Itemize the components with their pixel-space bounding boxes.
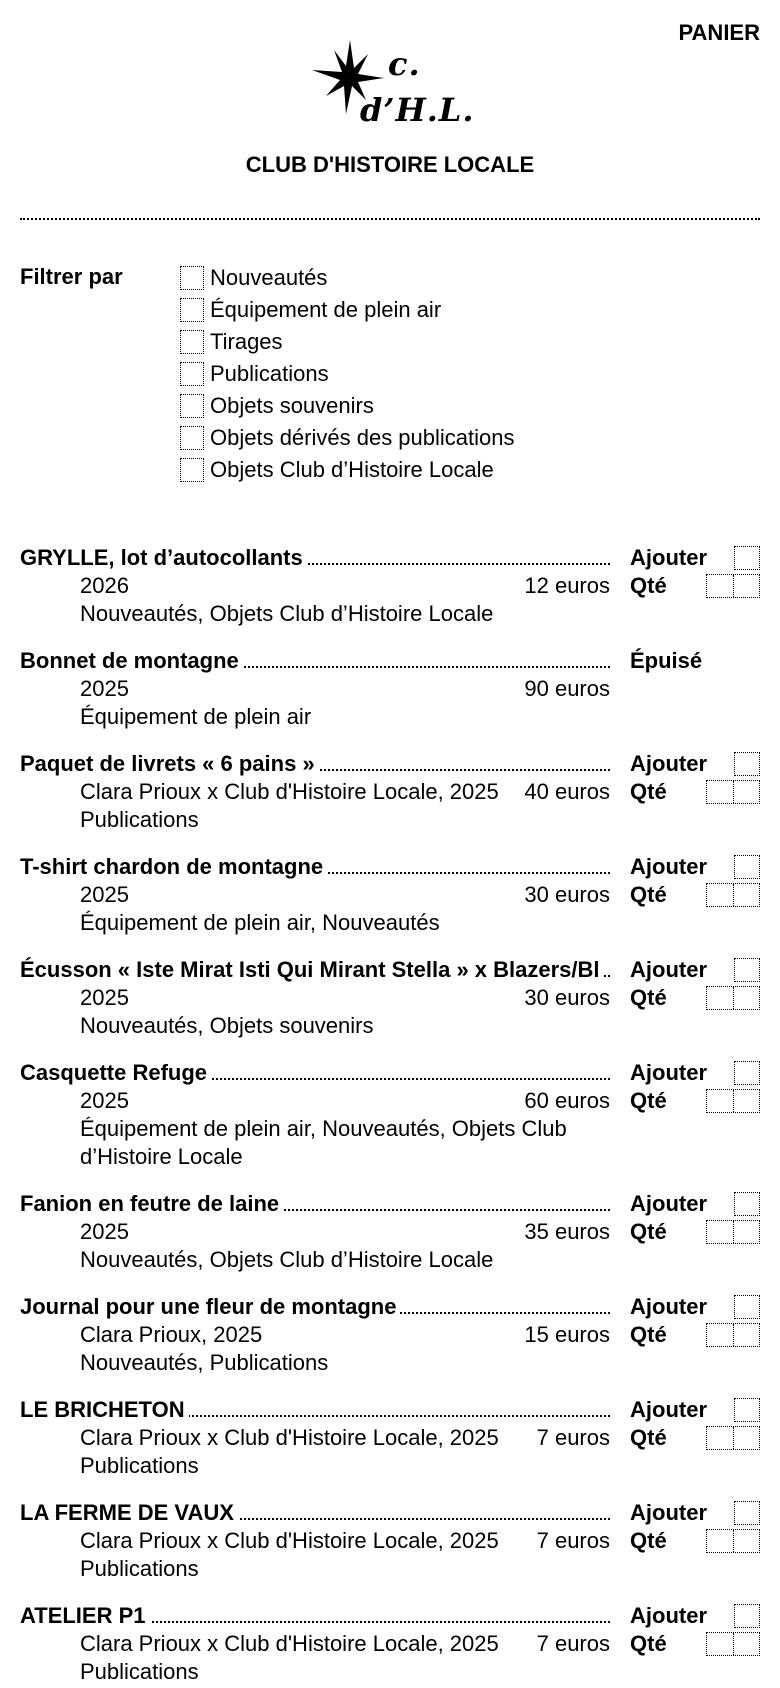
product-item — [0, 1499, 780, 1583]
product-categories: Publications — [80, 1659, 199, 1684]
product-price: 7 euros — [536, 1631, 610, 1656]
product-categories: Publications — [80, 807, 199, 832]
logo-text-line1: c. — [388, 45, 421, 83]
add-label: Ajouter — [630, 1397, 707, 1422]
add-to-cart-checkbox[interactable] — [734, 1192, 760, 1216]
product-title-row — [20, 1499, 610, 1527]
quantity-row — [630, 984, 760, 1012]
product-actions — [630, 544, 760, 600]
add-to-cart-checkbox[interactable] — [734, 1398, 760, 1422]
product-title-row — [20, 647, 610, 675]
product-price: 30 euros — [524, 882, 610, 907]
product-meta-row — [20, 1218, 610, 1246]
product-meta-row — [20, 1321, 610, 1349]
filter-checkbox[interactable] — [180, 298, 204, 322]
product-title[interactable]: LE BRICHETON — [20, 1397, 189, 1422]
filter-option-label: Objets Club d’Histoire Locale — [210, 457, 494, 482]
add-to-cart-checkbox[interactable] — [734, 546, 760, 570]
product-title[interactable]: Paquet de livrets « 6 pains » — [20, 751, 319, 776]
quantity-label: Qté — [630, 985, 667, 1010]
add-to-cart-checkbox[interactable] — [734, 855, 760, 879]
quantity-row — [630, 1527, 760, 1555]
product-price: 12 euros — [524, 573, 610, 598]
filter-list — [180, 262, 515, 486]
add-to-cart-row — [630, 1293, 760, 1321]
product-actions — [630, 853, 760, 909]
product-meta: 2025 — [80, 1088, 129, 1113]
product-title-row — [20, 1190, 610, 1218]
filter-option[interactable] — [180, 326, 515, 358]
product-title[interactable]: GRYLLE, lot d’autocollants — [20, 545, 307, 570]
product-title-row — [20, 1293, 610, 1321]
product-categories: Équipement de plein air, Nouveautés, Objets Club d’Histoire Locale — [80, 1116, 567, 1169]
filter-option[interactable] — [180, 358, 515, 390]
product-title[interactable]: ATELIER P1 — [20, 1603, 150, 1628]
add-to-cart-row — [630, 853, 760, 881]
quantity-row — [630, 1218, 760, 1246]
filter-label: Filtrer par — [20, 264, 123, 289]
quantity-input[interactable] — [706, 780, 760, 804]
quantity-label: Qté — [630, 1322, 667, 1347]
quantity-input[interactable] — [706, 1632, 760, 1656]
product-item — [0, 1396, 780, 1480]
product-item — [0, 647, 780, 731]
product-meta-row — [20, 778, 610, 806]
quantity-row — [630, 1424, 760, 1452]
filter-checkbox[interactable] — [180, 426, 204, 450]
product-price: 15 euros — [524, 1322, 610, 1347]
product-item — [0, 956, 780, 1040]
quantity-input[interactable] — [706, 986, 760, 1010]
filter-checkbox[interactable] — [180, 266, 204, 290]
product-title-row — [20, 1396, 610, 1424]
product-item — [0, 544, 780, 628]
add-to-cart-row — [630, 544, 760, 572]
quantity-row — [630, 778, 760, 806]
product-title[interactable]: Casquette Refuge — [20, 1060, 211, 1085]
product-actions — [630, 1499, 760, 1555]
quantity-input[interactable] — [706, 1089, 760, 1113]
quantity-row — [630, 1630, 760, 1658]
product-meta: 2025 — [80, 1219, 129, 1244]
filter-option[interactable] — [180, 294, 515, 326]
add-to-cart-checkbox[interactable] — [734, 1501, 760, 1525]
product-categories: Équipement de plein air — [80, 704, 312, 729]
product-meta-row — [20, 1527, 610, 1555]
product-title-row — [20, 956, 610, 984]
product-categories: Publications — [80, 1453, 199, 1478]
add-to-cart-row — [630, 956, 760, 984]
product-actions — [630, 1602, 760, 1658]
quantity-row — [630, 1087, 760, 1115]
product-meta: Clara Prioux x Club d'Histoire Locale, 2025 — [80, 1528, 499, 1553]
add-to-cart-checkbox[interactable] — [734, 1604, 760, 1628]
quantity-input[interactable] — [706, 1220, 760, 1244]
product-actions — [630, 750, 760, 806]
product-actions — [630, 1059, 760, 1115]
product-categories: Équipement de plein air, Nouveautés — [80, 910, 440, 935]
filter-option-label: Objets souvenirs — [210, 393, 374, 418]
product-actions — [630, 1190, 760, 1246]
filter-option[interactable] — [180, 390, 515, 422]
quantity-input[interactable] — [706, 574, 760, 598]
quantity-row — [630, 1321, 760, 1349]
product-item — [0, 1293, 780, 1377]
add-to-cart-row — [630, 750, 760, 778]
product-actions — [630, 647, 760, 675]
add-to-cart-row — [630, 1396, 760, 1424]
quantity-label: Qté — [630, 1528, 667, 1553]
add-to-cart-row — [630, 1190, 760, 1218]
add-label: Ajouter — [630, 854, 707, 879]
add-to-cart-checkbox[interactable] — [734, 1295, 760, 1319]
product-item — [0, 750, 780, 834]
product-title-row — [20, 750, 610, 778]
product-meta-row — [20, 1630, 610, 1658]
product-categories: Nouveautés, Objets souvenirs — [80, 1013, 374, 1038]
product-meta-row — [20, 1087, 610, 1115]
filter-option[interactable] — [180, 454, 515, 486]
filter-checkbox[interactable] — [180, 394, 204, 418]
filter-checkbox[interactable] — [180, 458, 204, 482]
header-divider — [20, 218, 760, 220]
quantity-label: Qté — [630, 779, 667, 804]
filter-option[interactable] — [180, 262, 515, 294]
product-categories: Nouveautés, Objets Club d’Histoire Locale — [80, 1247, 494, 1272]
product-price: 60 euros — [524, 1088, 610, 1113]
product-meta-row — [20, 984, 610, 1012]
filter-checkbox[interactable] — [180, 330, 204, 354]
add-to-cart-row — [630, 1499, 760, 1527]
product-meta: Clara Prioux x Club d'Histoire Locale, 2025 — [80, 1631, 499, 1656]
quantity-label: Qté — [630, 1425, 667, 1450]
product-price: 40 euros — [524, 779, 610, 804]
site-title: CLUB D'HISTOIRE LOCALE — [245, 152, 535, 177]
add-label: Ajouter — [630, 1603, 707, 1628]
product-title[interactable]: LA FERME DE VAUX — [20, 1500, 238, 1525]
filter-option-label: Tirages — [210, 329, 283, 354]
product-meta: 2025 — [80, 676, 129, 701]
quantity-label: Qté — [630, 1219, 667, 1244]
product-item — [0, 1059, 780, 1171]
filter-option-label: Équipement de plein air — [210, 297, 442, 322]
quantity-input[interactable] — [706, 1529, 760, 1553]
product-title-row — [20, 853, 610, 881]
quantity-input[interactable] — [706, 883, 760, 907]
filter-option[interactable] — [180, 422, 515, 454]
add-to-cart-checkbox[interactable] — [734, 752, 760, 776]
filter-option-label: Objets dérivés des publications — [210, 425, 515, 450]
filter-option-label: Publications — [210, 361, 329, 386]
product-meta: 2025 — [80, 985, 129, 1010]
product-actions — [630, 1396, 760, 1452]
product-item — [0, 1190, 780, 1274]
product-actions — [630, 956, 760, 1012]
product-title[interactable]: Bonnet de montagne — [20, 648, 243, 673]
quantity-label: Qté — [630, 573, 667, 598]
product-title-row — [20, 1059, 610, 1087]
product-categories: Nouveautés, Publications — [80, 1350, 329, 1375]
product-meta: Clara Prioux x Club d'Histoire Locale, 2025 — [80, 779, 499, 804]
product-meta-row — [20, 881, 610, 909]
quantity-label: Qté — [630, 1631, 667, 1656]
product-price: 90 euros — [524, 676, 610, 701]
filter-option-label: Nouveautés — [210, 265, 328, 290]
product-meta-row — [20, 675, 610, 703]
add-label: Ajouter — [630, 1060, 707, 1085]
product-title[interactable]: Journal pour une fleur de montagne — [20, 1294, 400, 1319]
product-title[interactable]: Fanion en feutre de laine — [20, 1191, 283, 1216]
quantity-label: Qté — [630, 882, 667, 907]
quantity-input[interactable] — [706, 1426, 760, 1450]
filter-checkbox[interactable] — [180, 362, 204, 386]
product-categories: Publications — [80, 1556, 199, 1581]
product-price: 35 euros — [524, 1219, 610, 1244]
product-meta: Clara Prioux, 2025 — [80, 1322, 263, 1347]
product-meta-row — [20, 572, 610, 600]
product-actions — [630, 1293, 760, 1349]
product-categories: Nouveautés, Objets Club d’Histoire Locale — [80, 601, 494, 626]
add-label: Ajouter — [630, 751, 707, 776]
product-price: 7 euros — [536, 1425, 610, 1450]
product-price: 30 euros — [524, 985, 610, 1010]
quantity-label: Qté — [630, 1088, 667, 1113]
product-meta-row — [20, 1424, 610, 1452]
product-title[interactable]: T-shirt chardon de montagne — [20, 854, 327, 879]
cart-link[interactable]: PANIER — [678, 20, 760, 45]
product-price: 7 euros — [536, 1528, 610, 1553]
quantity-row — [630, 881, 760, 909]
quantity-row — [630, 572, 760, 600]
product-item — [0, 1602, 780, 1686]
product-title-row — [20, 544, 610, 572]
add-label: Ajouter — [630, 1191, 707, 1216]
product-list — [0, 544, 780, 1688]
add-label: Ajouter — [630, 1500, 707, 1525]
logo-text-line2: d’H.L. — [360, 91, 475, 129]
add-label: Ajouter — [630, 545, 707, 570]
add-to-cart-row — [630, 1059, 760, 1087]
club-logo[interactable] — [312, 40, 475, 140]
product-meta: Clara Prioux x Club d'Histoire Locale, 2025 — [80, 1425, 499, 1450]
sold-out-label: Épuisé — [630, 648, 703, 673]
add-label: Ajouter — [630, 1294, 707, 1319]
product-title[interactable]: Écusson « Iste Mirat Isti Qui Mirant Stella » x Blazers/Bl — [20, 957, 604, 982]
add-label: Ajouter — [630, 957, 707, 982]
product-meta: 2025 — [80, 882, 129, 907]
product-meta: 2026 — [80, 573, 129, 598]
add-to-cart-row — [630, 1602, 760, 1630]
add-to-cart-checkbox[interactable] — [734, 1061, 760, 1085]
product-item — [0, 853, 780, 937]
quantity-input[interactable] — [706, 1323, 760, 1347]
product-title-row — [20, 1602, 610, 1630]
add-to-cart-checkbox[interactable] — [734, 958, 760, 982]
